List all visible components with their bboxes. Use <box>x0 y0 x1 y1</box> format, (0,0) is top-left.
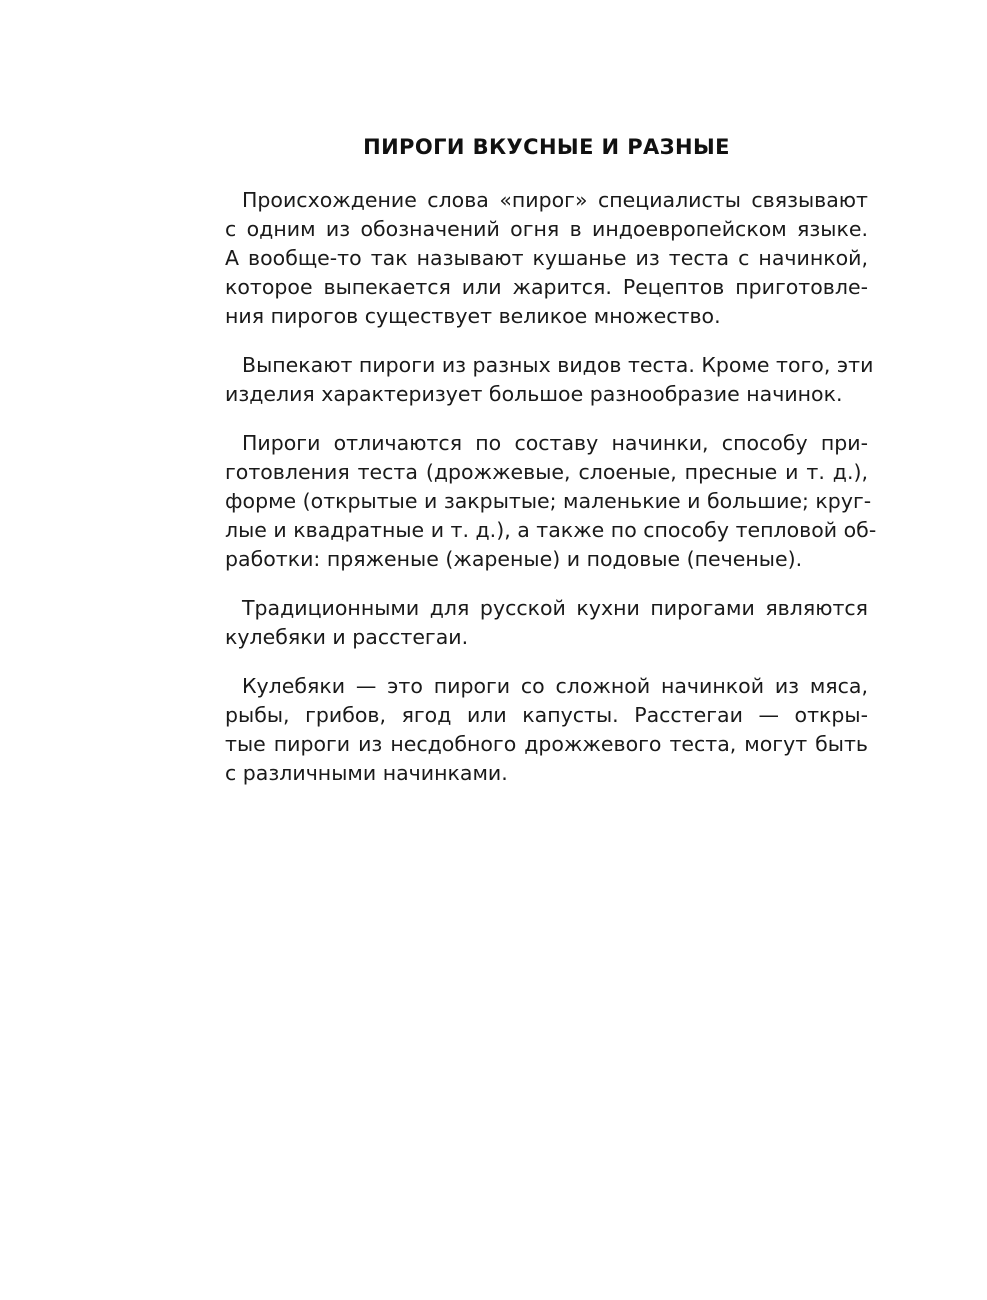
paragraph-kulebyaki <box>225 672 868 788</box>
page-content <box>225 130 877 808</box>
paragraph-line: ния пирогов существует великое множество. <box>225 304 721 328</box>
paragraph-line: рыбы, грибов, ягод или капусты. Расстегаи — откры- <box>225 703 868 727</box>
paragraph-line: Происхождение слова «пирог» специалисты связывают <box>242 188 868 212</box>
paragraph-line: тые пироги из несдобного дрожжевого теста, могут быть <box>225 732 868 756</box>
paragraph-line: с различными начинками. <box>225 761 508 785</box>
paragraph-line: с одним из обозначений огня в индоевропейском языке. <box>225 217 868 241</box>
paragraph-line: Кулебяки — это пироги со сложной начинкой из мяса, <box>242 674 868 698</box>
paragraph-line: Традиционными для русской кухни пирогами являются <box>242 596 868 620</box>
paragraph-line: форме (открытые и закрытые; маленькие и большие; круг- <box>225 489 872 513</box>
page-title: ПИРОГИ ВКУСНЫЕ И РАЗНЫЕ <box>363 135 730 159</box>
paragraph-line: готовления теста (дрожжевые, слоеные, пресные и т. д.), <box>225 460 868 484</box>
paragraph-traditional <box>225 594 868 652</box>
paragraph-line: которое выпекается или жарится. Рецептов приготовле- <box>225 275 868 299</box>
paragraph-line: А вообще-то так называют кушанье из теста с начинкой, <box>225 246 868 270</box>
paragraph-line: изделия характеризует большое разнообразие начинок. <box>225 382 843 406</box>
paragraph-line: работки: пряженые (жареные) и подовые (печеные). <box>225 547 803 571</box>
paragraph-dough <box>225 351 874 409</box>
paragraph-line: Выпекают пироги из разных видов теста. Кроме того, эти <box>242 353 874 377</box>
paragraph-line: Пироги отличаются по составу начинки, способу при- <box>242 431 868 455</box>
paragraph-types <box>225 429 877 574</box>
paragraph-origin <box>225 186 868 331</box>
paragraph-line: лые и квадратные и т. д.), а также по способу тепловой об- <box>225 518 877 542</box>
paragraph-line: кулебяки и расстегаи. <box>225 625 469 649</box>
